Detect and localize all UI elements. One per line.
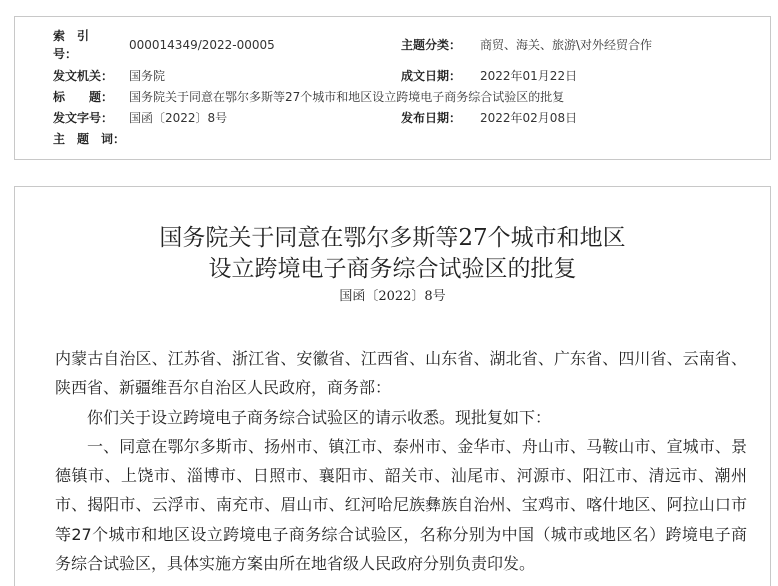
document-panel xyxy=(14,186,771,586)
paragraph-2: 一、同意在鄂尔多斯市、扬州市、镇江市、泰州市、金华市、舟山市、马鞍山市、宣城市、景德镇市、上饶市、淄博市、日照市、襄阳市、韶关市、汕尾市、河源市、阳江市、清远市、潮州市、揭阳市、云浮市、南充市、眉山市、红河哈尼族彝族自治州、宝鸡市、喀什地区、阿拉山口市等27个城市和地区设立跨境电子商务综合试验区，名称分别为中国（城市或地区名）跨境电子商务综合试验区，具体实施方案由所在地省级人民政府分别负责印发。 xyxy=(55,436,747,574)
publish-date-value: 2022年02月08日 xyxy=(480,111,578,125)
doc-no-label: 发文字号： xyxy=(53,111,114,125)
issuer-value: 国务院 xyxy=(129,69,166,83)
index-value: 000014349/2022-00005 xyxy=(129,38,275,52)
issuer-label: 发文机关： xyxy=(53,69,114,83)
title-label: 标 题： xyxy=(53,90,114,104)
category-label: 主题分类： xyxy=(401,38,462,52)
document-number: 国函〔2022〕8号 xyxy=(339,289,446,304)
written-date-label: 成文日期： xyxy=(401,69,462,83)
metadata-panel xyxy=(14,16,771,160)
addressee: 内蒙古自治区、江苏省、浙江省、安徽省、江西省、山东省、湖北省、广东省、四川省、云南省、陕西省、新疆维吾尔自治区人民政府，商务部： xyxy=(55,349,747,398)
written-date-value: 2022年01月22日 xyxy=(480,69,578,83)
category-value: 商贸、海关、旅游\对外经贸合作 xyxy=(480,38,653,52)
document-title-line-2: 设立跨境电子商务综合试验区的批复 xyxy=(208,256,577,282)
doc-no-value: 国函〔2022〕8号 xyxy=(129,111,228,125)
title-value: 国务院关于同意在鄂尔多斯等27个城市和地区设立跨境电子商务综合试验区的批复 xyxy=(129,90,565,104)
index-label: 索 引 号： xyxy=(53,29,102,61)
document-body xyxy=(55,344,747,578)
publish-date-label: 发布日期： xyxy=(401,111,462,125)
document-title-line-1: 国务院关于同意在鄂尔多斯等27个城市和地区 xyxy=(159,225,626,251)
keywords-label: 主 题 词： xyxy=(53,132,126,146)
paragraph-1: 你们关于设立跨境电子商务综合试验区的请示收悉。现批复如下： xyxy=(87,407,552,427)
